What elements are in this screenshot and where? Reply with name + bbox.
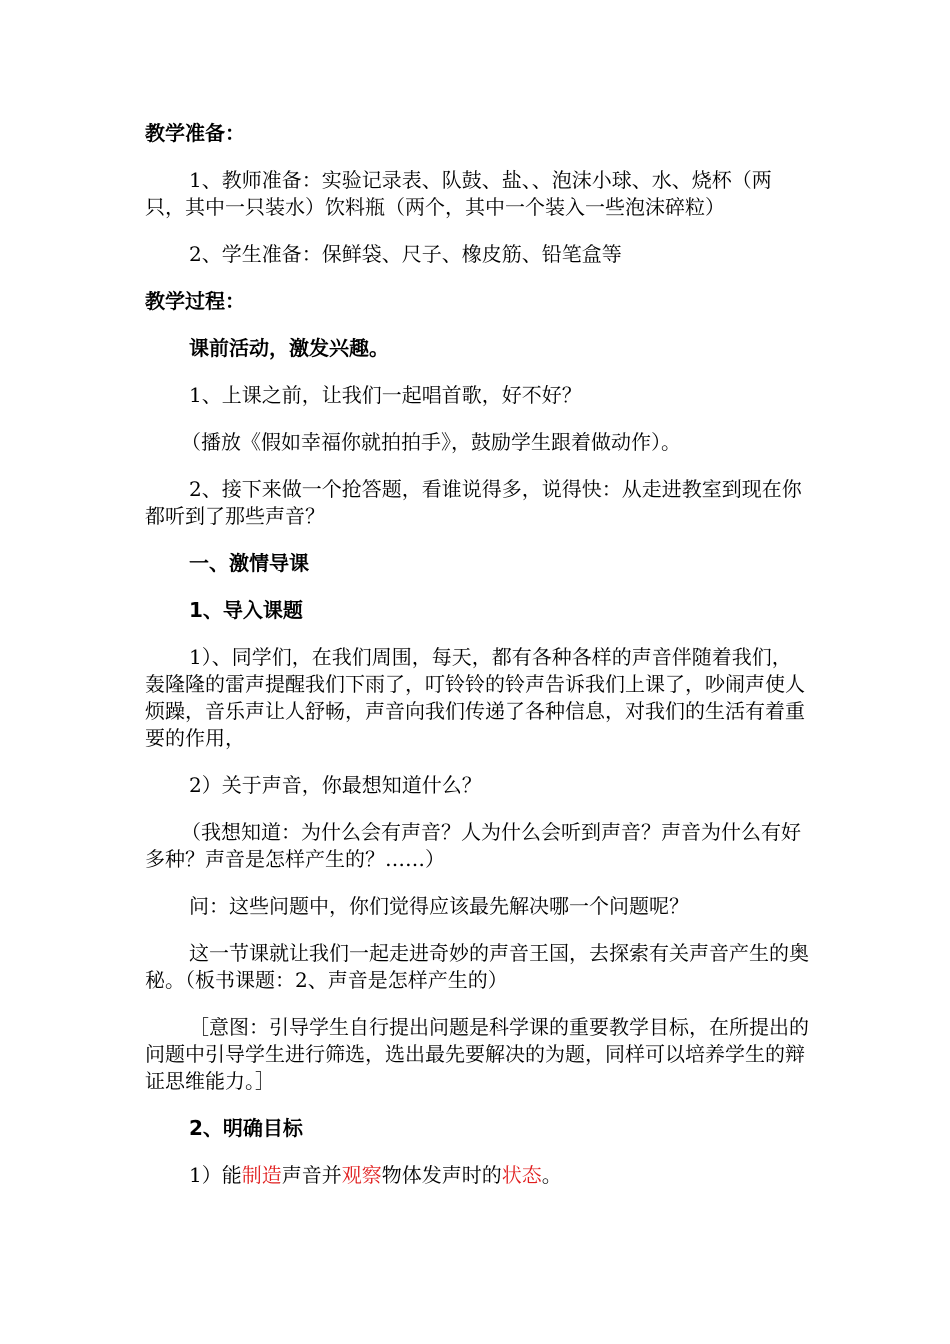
intro-paragraph-2: 2）关于声音，你最想知道什么？ <box>189 773 482 797</box>
part1-sub1-heading: 1、导入课题 <box>189 598 303 622</box>
process-heading: 教学过程： <box>145 289 245 313</box>
goal-1-suffix: 。 <box>541 1163 562 1187</box>
goal-1-highlight-state: 状态 <box>501 1163 542 1187</box>
goal-1-mid-2: 物体发声时的 <box>381 1163 502 1187</box>
goal-1-mid-1: 声音并 <box>281 1163 342 1187</box>
goal-1-highlight-observe: 观察 <box>341 1163 382 1187</box>
pre-activity-1-note: （播放《假如幸福你就拍拍手》，鼓励学生跟着做动作）。 <box>181 430 681 454</box>
prep-heading: 教学准备： <box>145 121 245 145</box>
prep-teacher-paragraph: 1、教师准备：实验记录表、队鼓、盐、、泡沫小球、水、烧杯（两只，其中一只装水）饮料瓶（两个，其中一个装入一些泡沫碎粒） <box>145 168 772 219</box>
intro-lesson: 这一节课就让我们一起走进奇妙的声音王国，去探索有关声音产生的奥秘。（板书课题：2、声音是怎样产生的） <box>145 941 809 992</box>
goal-1-prefix: 1）能 <box>189 1163 242 1187</box>
part1-heading: 一、激情导课 <box>189 551 309 575</box>
goal-1-paragraph <box>145 1162 810 1189</box>
prep-student-paragraph: 2、学生准备：保鲜袋、尺子、橡皮筋、铅笔盒等 <box>189 242 622 266</box>
goal-1-highlight-make: 制造 <box>241 1163 282 1187</box>
pre-activity-1: 1、上课之前，让我们一起唱首歌，好不好？ <box>189 383 582 407</box>
pre-activity-heading: 课前活动，激发兴趣。 <box>189 336 389 360</box>
intro-intent: ［意图：引导学生自行提出问题是科学课的重要教学目标，在所提出的问题中引导学生进行筛选，选出最先要解决的为题，同样可以培养学生的辩证思维能力。］ <box>145 1015 809 1093</box>
intro-paragraph-2-note: （我想知道：为什么会有声音？人为什么会听到声音？声音为什么有好多种？声音是怎样产生的？……） <box>145 820 801 871</box>
part1-sub2-heading: 2、明确目标 <box>189 1116 303 1140</box>
intro-question: 问：这些问题中，你们觉得应该最先解决哪一个问题呢？ <box>189 894 689 918</box>
document-page <box>145 120 810 1209</box>
pre-activity-2: 2、接下来做一个抢答题，看谁说得多，说得快：从走进教室到现在你都听到了那些声音？ <box>145 477 802 528</box>
intro-paragraph-1: 1）、同学们，在我们周围，每天，都有各种各样的声音伴随着我们，轰隆隆的雷声提醒我们下雨了，叮铃铃的铃声告诉我们上课了，吵闹声使人烦躁，音乐声让人舒畅，声音向我们传递了各种信息，对我们的生活有着重要的作用， <box>145 645 805 750</box>
